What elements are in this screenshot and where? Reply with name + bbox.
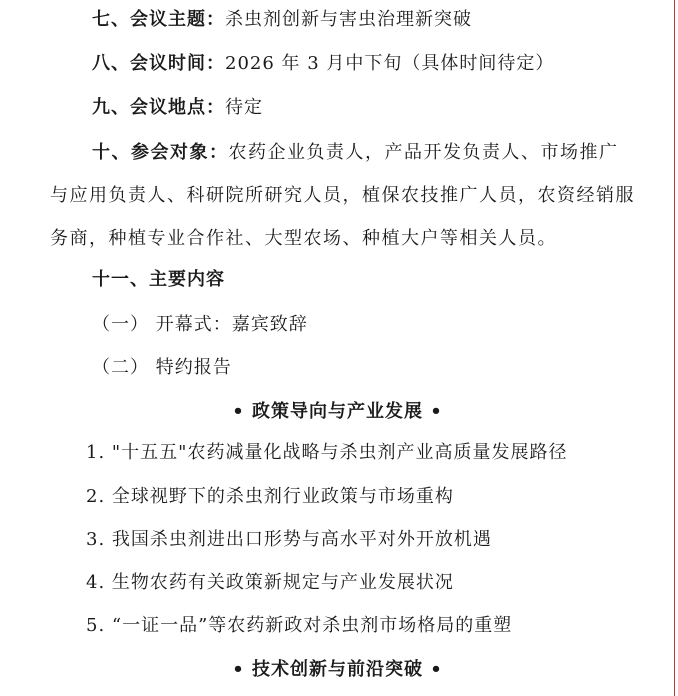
section-tech-heading: • 技术创新与前沿突破 •	[232, 659, 443, 680]
meeting-time-value: 2026 年 3 月中下旬（具体时间待定）	[225, 53, 555, 74]
subsection-keynote: （二） 特约报告	[92, 357, 232, 378]
meeting-time-label: 八、会议时间：	[92, 53, 225, 74]
report-item-5: 5. “一证一品”等农药新政对杀虫剂市场格局的重塑	[86, 615, 513, 636]
meeting-venue-value: 待定	[225, 97, 263, 118]
section-policy-heading: • 政策导向与产业发展 •	[232, 401, 443, 422]
report-item-4: 4. 生物农药有关政策新规定与产业发展状况	[86, 572, 454, 593]
meeting-topic	[92, 8, 472, 32]
meeting-topic-label: 七、会议主题：	[92, 9, 225, 30]
attendees-value: 农药企业负责人，产品开发负责人、市场推广与应用负责人、科研院所研究人员，植保农技推广人员，农资经销服务商，种植专业合作社、大型农场、种植大户等相关人员。	[50, 142, 635, 249]
meeting-time	[92, 52, 554, 76]
page-border	[674, 0, 675, 696]
attendees-label: 十、参会对象：	[92, 142, 229, 163]
meeting-venue	[92, 96, 263, 120]
meeting-venue-label: 九、会议地点：	[92, 97, 225, 118]
report-item-3: 3. 我国杀虫剂进出口形势与高水平对外开放机遇	[86, 529, 492, 550]
attendees-paragraph	[50, 131, 635, 260]
subsection-opening: （一） 开幕式：嘉宾致辞	[92, 314, 308, 335]
main-content-heading: 十一、主要内容	[92, 269, 225, 290]
meeting-topic-value: 杀虫剂创新与害虫治理新突破	[225, 9, 472, 30]
report-item-1: 1. "十五五"农药减量化战略与杀虫剂产业高质量发展路径	[86, 442, 568, 463]
report-item-2: 2. 全球视野下的杀虫剂行业政策与市场重构	[86, 486, 454, 507]
